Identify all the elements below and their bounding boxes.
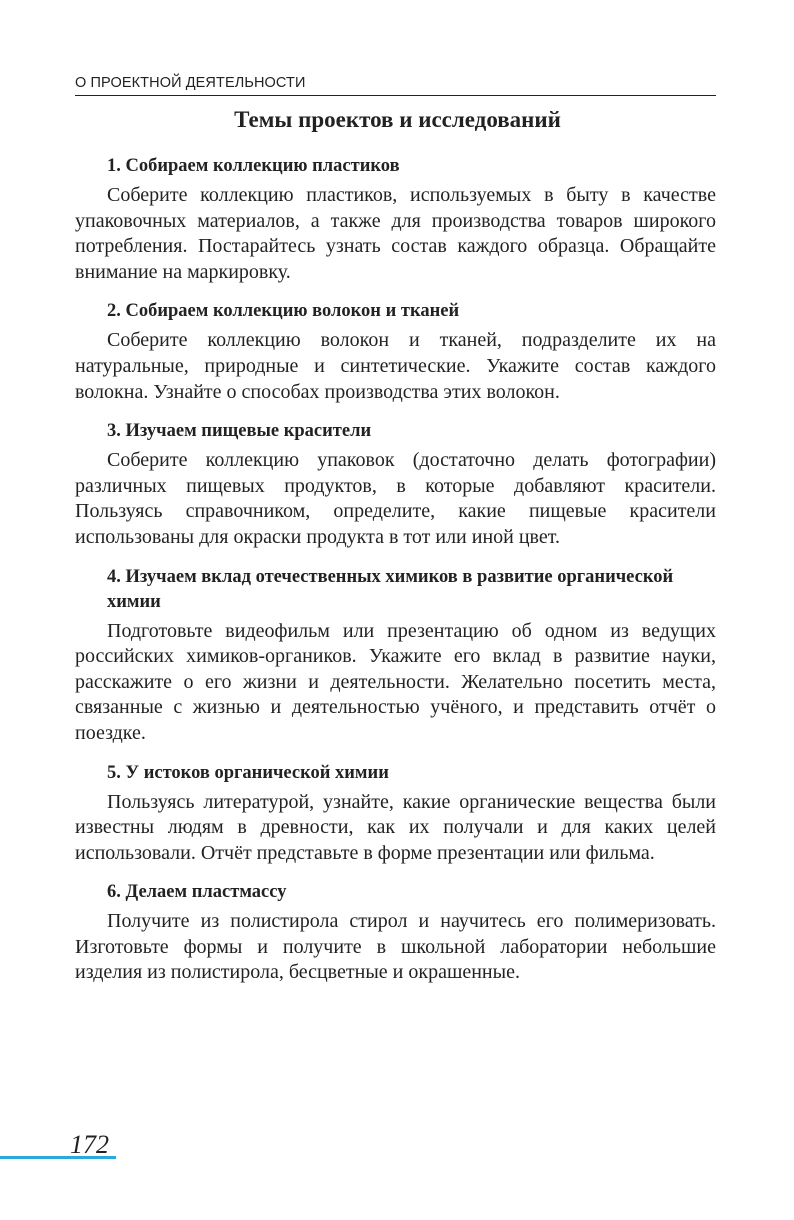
page-title: Темы проектов и исследований <box>234 107 561 132</box>
section-russian-chemists <box>75 565 716 747</box>
section-heading: 5. У истоков органической химии <box>107 762 389 783</box>
page-content <box>75 104 716 1000</box>
section-body: Получите из полистирола стирол и научитесь его полимеризовать. Изготовьте формы и получите в школьной лаборатории небольшие изделия из полистирола, бесцветные и окрашенные. <box>75 910 716 984</box>
section-heading: 6. Делаем пластмассу <box>107 882 287 903</box>
section-fibers <box>75 299 716 405</box>
section-heading: 3. Изучаем пищевые красители <box>107 421 372 442</box>
section-plastic-making <box>75 880 716 986</box>
section-body: Соберите коллекцию упаковок (достаточно делать фотографии) различных пищевых продуктов, в которые добавляют красители. Пользуясь справочником, определите, какие пищевые красители использованы для окраски продукта в тот или иной цвет. <box>75 449 716 548</box>
section-heading: 4. Изучаем вклад отечественных химиков в развитие органической химии <box>107 566 674 612</box>
section-body: Соберите коллекцию пластиков, используемых в быту в качестве упаковочных материалов, а также для производства товаров широкого потребления. Постарайтесь узнать состав каждого образца. Обращайте внимание на маркировку. <box>75 184 716 283</box>
section-plastics <box>75 154 716 285</box>
section-food-dyes <box>75 419 716 550</box>
page-number: 172 <box>70 1130 109 1159</box>
section-heading: 2. Собираем коллекцию волокон и тканей <box>107 301 460 322</box>
section-body: Соберите коллекцию волокон и тканей, подразделите их на натуральные, природные и синтетические. Укажите состав каждого волокна. Узнайте о способах производства этих волокон. <box>75 329 716 403</box>
section-body: Пользуясь литературой, узнайте, какие органические вещества были известны людям в древности, как их получали и для каких целей использовали. Отчёт представьте в форме презентации или фильма. <box>75 790 716 864</box>
section-origins <box>75 761 716 867</box>
section-body: Подготовьте видеофильм или презентацию об одном из ведущих российских химиков-органиков. Укажите его вклад в развитие науки, расскажите о его жизни и деятельности. Желательно посетить места, связанные с жизнью и деятельностью учёного, и представить отчёт о поездке. <box>75 619 716 744</box>
section-heading: 1. Собираем коллекцию пластиков <box>107 156 400 176</box>
running-head: О ПРОЕКТНОЙ ДЕЯТЕЛЬНОСТИ <box>75 73 716 96</box>
